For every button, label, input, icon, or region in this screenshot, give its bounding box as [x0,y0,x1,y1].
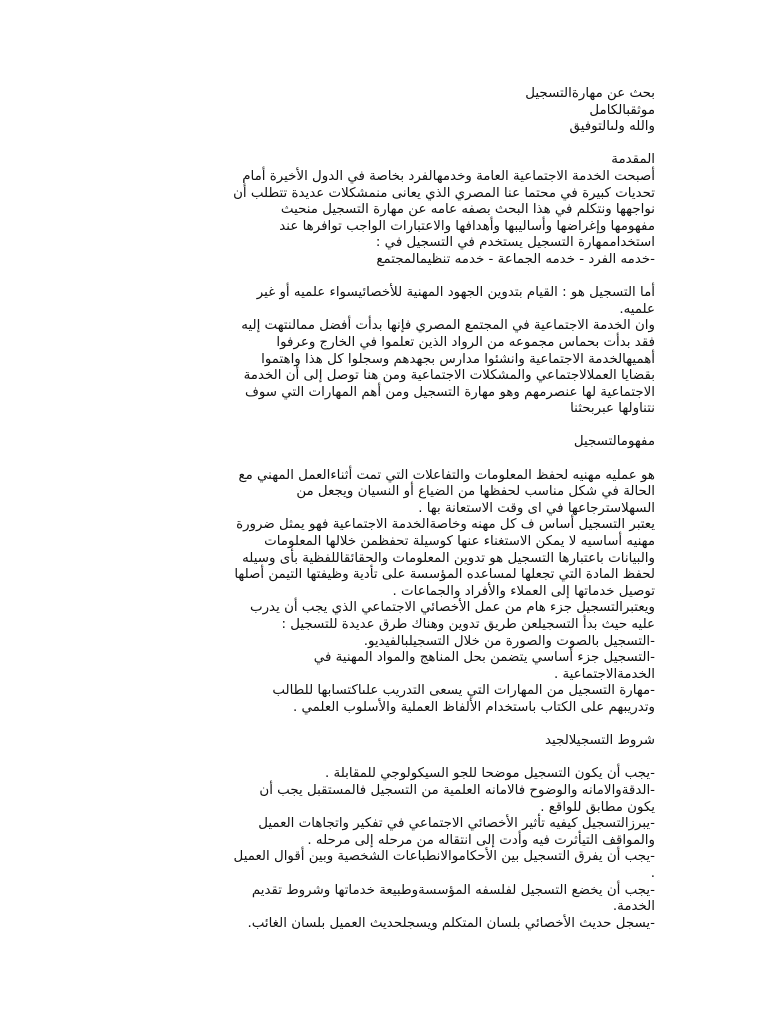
paragraph-line: نواجهها ونتكلم في هذا البحث بصفه عامه عن مهارة التسجيل منحيث [280,202,655,218]
section-concept [110,434,655,716]
paragraph-line: والبيانات باعتبارها التسجيل هو تدوين المعلومات والحقائقاللفظية بأى وسيله [242,550,655,566]
list-item: الخدمة. [612,899,655,915]
paragraph-line: -التسجيل بالصوت والصورة من خلال التسجيلبالفيديو. [363,633,655,649]
paragraph-line: الاجتماعية لها عنصرمهم وهو مهارة التسجيل ومن أهم المهارات التي سوف [245,384,655,400]
paragraph-line: الخدمةالاجتماعية . [553,666,655,682]
list-item: يكون مطابق للواقع . [540,799,655,815]
list-item: -يجب أن يخضع التسجيل لفلسفه المؤسسةوطبيعة خدماتها وشروط تقديم [251,882,655,898]
spacer [110,717,655,734]
section-heading-concept: مفهومالتسجيل [573,434,655,450]
paragraph-line: وان الخدمة الاجتماعية في المجتمع المصري فإنها بدأت أفضل ممالنتهت إليه [241,318,655,334]
section-heading-introduction: المقدمة [611,152,655,168]
list-item: -يجب أن يفرق التسجيل بين الأحكاموالانطباعات الشخصية وبين أقوال العميل [233,849,655,865]
list-item: والمواقف التيأثرت فيه وأدت إلى انتقاله من مرحله إلى مرحله . [307,832,655,848]
document-title-block [110,86,655,136]
list-item: -يجب أن يكون التسجيل موضحا للجو السيكولوجي للمقابلة . [325,766,655,782]
paragraph-line: استخداممهارة التسجيل يستخدم في التسجيل في : [375,235,655,251]
document-page [110,86,655,932]
section-conditions [110,733,655,932]
list-item: -الدقةوالامانه والوضوح فالامانه العلمية من التسجيل فالمستقبل يجب أن [259,782,655,798]
spacer [110,451,655,468]
paragraph-line: -التسجيل جزء أساسي يتضمن بحل المناهج والمواد المهنية في [313,650,655,666]
paragraph-line: توصيل خدماتها إلى العملاء والأفراد والجماعات . [392,583,655,599]
paragraph-line: فقد بدأت بحماس مجموعه من الرواد الذين تعلموا في الخارج وعرفوا [276,334,655,350]
paragraph-line: مهنيه أساسيه لا يمكن الاستغناء عنها كوسيلة تحفظمن خلالها المعلومات [264,534,655,550]
paragraph-line: عليه حيث بدأ التسجيلعن طريق تدوين وهناك طرق عديدة للتسجيل : [281,617,655,632]
list-item: -يسجل حديث الأخصائي بلسان المتكلم ويسجلحديث العميل بلسان الغائب. [247,915,655,931]
paragraph-line: نتناولها عبربحثنا [570,401,655,417]
paragraph-line: بقضايا العملالاجتماعي والمشكلات الاجتماعية ومن هنا توصل إلى أن الخدمة [243,368,655,384]
paragraph-line: مفهومها وإغراضها وأساليبها وأهدافها والاعتبارات الواجب توافرها عند [279,218,655,234]
paragraph-line: أهميهالخدمة الاجتماعية وانشئوا مدارس بجهدهم وسجلوا كل هذا واهتموا [261,351,655,367]
section-introduction [110,152,655,268]
spacer [110,136,655,153]
spacer [110,750,655,767]
paragraph-line: الحالة في شكل مناسب لحفظها من الضياع أو النسيان ويجعل من [296,484,655,500]
section-definition [110,285,655,418]
paragraph-line: تحديات كبيرة في محتما عنا المصري الذي يعانى منمشكلات عديدة تتطلب أن [233,185,655,201]
paragraph-line: أما التسجيل هو : القيام بتدوين الجهود المهنية للأخصائيسواء علميه أو غير [256,285,655,301]
spacer [110,269,655,286]
document-greeting: والله ولىالتوفيق [569,119,655,135]
list-item: . [650,865,655,881]
paragraph-line: السهلاسترجاعها في اى وقت الاستعانة بها . [418,500,655,516]
section-heading-conditions: شروط التسجيلالجيد [545,733,655,749]
paragraph-line: لحفظ المادة التي تجعلها لمساعده المؤسسة على تأدية وظيفتها التيمن أصلها [234,567,655,583]
paragraph-line: -خدمه الفرد - خدمه الجماعة - خدمه تنظيمالمجتمع [376,251,655,267]
spacer [110,418,655,435]
paragraph-line: ويعتبرالتسجيل جزء هام من عمل الأخصائي الاجتماعي الذي يجب أن يدرب [249,600,655,616]
paragraph-line: -مهارة التسجيل من المهارات التي يسعى التدريب علىاكتسابها للطالب [272,683,655,699]
paragraph-line: وتدريبهم على الكتاب باستخدام الألفاظ العملية والأسلوب العلمي . [292,699,655,715]
paragraph-line: علميه. [619,301,655,317]
paragraph-line: أصبحت الخدمة الاجتماعية العامة وخدمهالفرد بخاصة في الدول الأخيرة أمام [242,168,655,184]
list-item: -يبرزالتسجيل كيفيه تأثير الأخصائي الاجتماعي في تفكير واتجاهات العميل [258,816,655,832]
paragraph-line: هو عمليه مهنيه لحفظ المعلومات والتفاعلات التي تمت أثناءالعمل المهني مع [238,467,655,483]
document-subtitle: موثقبالكامل [589,102,655,118]
paragraph-line: يعتبر التسجيل أساس ف كل مهنه وخاصةالخدمة الاجتماعية فهو يمثل ضرورة [236,517,655,533]
document-title: بحث عن مهارةالتسجيل [525,86,655,101]
